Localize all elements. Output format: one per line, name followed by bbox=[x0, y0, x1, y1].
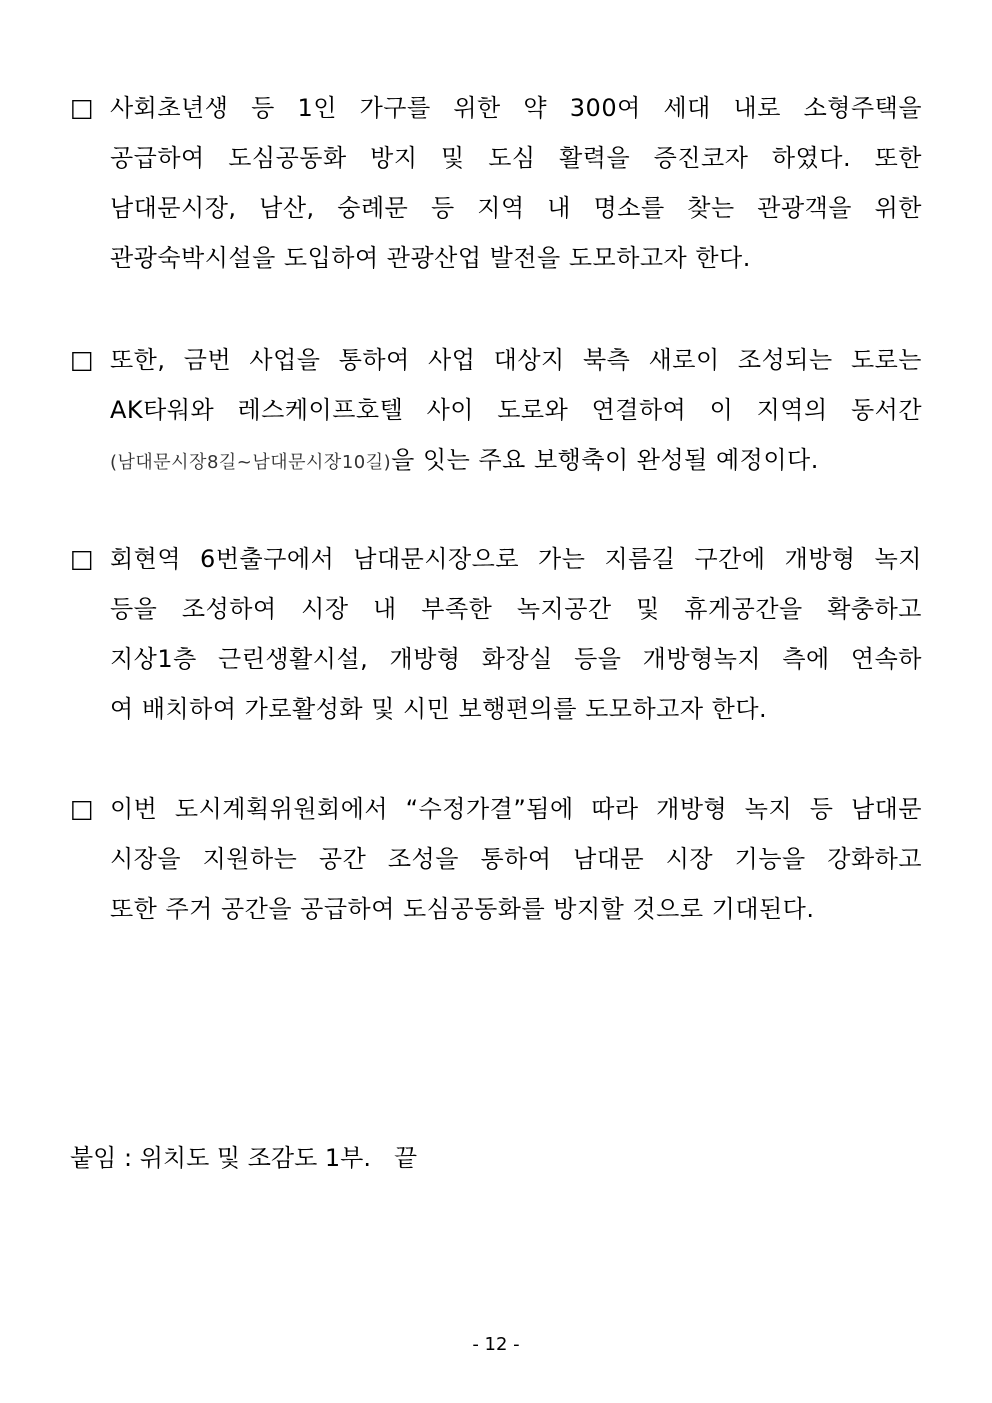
paragraph-2-text bbox=[110, 335, 922, 485]
checkbox-bullet-icon: □ bbox=[70, 345, 94, 374]
paragraph-line: 시장을 지원하는 공간 조성을 통하여 남대문 시장 기능을 강화하고 bbox=[110, 845, 922, 873]
paragraph-line-rest: 을 잇는 주요 보행축이 완성될 예정이다. bbox=[391, 446, 819, 474]
checkbox-bullet-icon: □ bbox=[70, 794, 94, 823]
checkbox-bullet-icon: □ bbox=[70, 93, 94, 122]
paragraph-line: 관광숙박시설을 도입하여 관광산업 발전을 도모하고자 한다. bbox=[110, 244, 751, 272]
paragraph-line: 지상1층 근린생활시설, 개방형 화장실 등을 개방형녹지 측에 연속하 bbox=[110, 645, 922, 673]
paragraph-line: 또한, 금번 사업을 통하여 사업 대상지 북측 새로이 조성되는 도로는 bbox=[110, 346, 922, 374]
paragraph-line: 사회초년생 등 1인 가구를 위한 약 300여 세대 내로 소형주택을 bbox=[110, 94, 922, 122]
attachment-note: 붙임 : 위치도 및 조감도 1부. 끝 bbox=[70, 1144, 418, 1172]
checkbox-bullet-icon: □ bbox=[70, 544, 94, 573]
paragraph-line: 공급하여 도심공동화 방지 및 도심 활력을 증진코자 하였다. 또한 bbox=[110, 144, 922, 172]
paragraph-1-text bbox=[110, 83, 922, 283]
paragraph-line: 남대문시장, 남산, 숭례문 등 지역 내 명소를 찾는 관광객을 위한 bbox=[110, 194, 922, 222]
page-number: - 12 - bbox=[472, 1334, 520, 1355]
paragraph-line: 이번 도시계획위원회에서 “수정가결”됨에 따라 개방형 녹지 등 남대문 bbox=[110, 795, 922, 823]
paragraph-line: 여 배치하여 가로활성화 및 시민 보행편의를 도모하고자 한다. bbox=[110, 695, 768, 723]
paragraph-3-text bbox=[110, 534, 922, 734]
paragraph-line: 또한 주거 공간을 공급하여 도심공동화를 방지할 것으로 기대된다. bbox=[110, 895, 815, 923]
street-range-note: (남대문시장8길~남대문시장10길) bbox=[110, 452, 392, 473]
paragraph-line: 등을 조성하여 시장 내 부족한 녹지공간 및 휴게공간을 확충하고 bbox=[110, 595, 922, 623]
paragraph-line: 회현역 6번출구에서 남대문시장으로 가는 지름길 구간에 개방형 녹지 bbox=[110, 545, 922, 573]
paragraph-4-text bbox=[110, 784, 922, 934]
paragraph-line bbox=[110, 435, 922, 485]
paragraph-line: AK타워와 레스케이프호텔 사이 도로와 연결하여 이 지역의 동서간 bbox=[110, 396, 922, 424]
